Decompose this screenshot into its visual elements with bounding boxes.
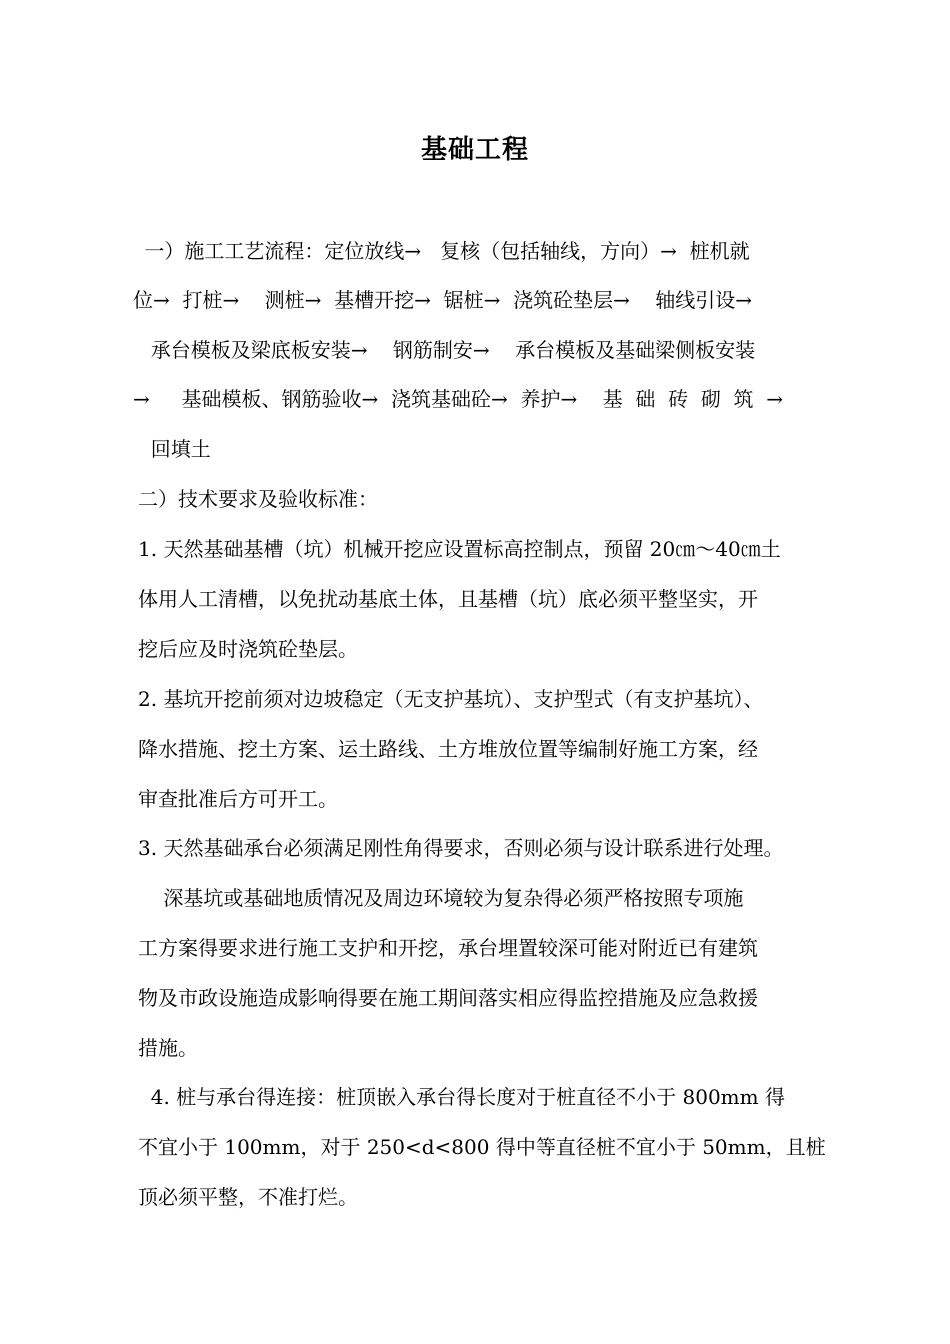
paragraph-line: 3. 天然基础承台必须满足刚性角得要求，否则必须与设计联系进行处理。 (138, 836, 784, 860)
paragraph-line: 回填土 (138, 437, 211, 461)
paragraph-line: 一）施工工艺流程：定位放线→ 复核（包括轴线，方向）→ 桩机就 (138, 239, 750, 263)
paragraph-line: 不宜小于 100mm，对于 250<d<800 得中等直径桩不宜小于 50mm，且桩 (138, 1135, 826, 1159)
paragraph-line: 物及市政设施造成影响得要在施工期间落实相应得监控措施及应急救援 (138, 986, 758, 1010)
section-heading: 二）技术要求及验收标准： (138, 487, 378, 511)
paragraph-line: 深基坑或基础地质情况及周边环境较为复杂得必须严格按照专项施 (138, 886, 744, 910)
page-title: 基础工程 (420, 135, 529, 165)
paragraph-line: 承台模板及梁底板安装→ 钢筋制安→ 承台模板及基础梁侧板安装 (138, 338, 756, 362)
paragraph-line: 2. 基坑开挖前须对边坡稳定（无支护基坑）、支护型式（有支护基坑）、 (138, 687, 764, 711)
paragraph-line: 位→ 打桩→ 测桩→ 基槽开挖→ 锯桩→ 浇筑砼垫层→ 轴线引设→ (133, 288, 753, 312)
paragraph-line: 审查批准后方可开工。 (138, 787, 338, 811)
paragraph-line: 措施。 (138, 1036, 198, 1060)
paragraph-line: 工方案得要求进行施工支护和开挖，承台埋置较深可能对附近已有建筑 (138, 936, 758, 960)
paragraph-line: 降水措施、挖土方案、运土路线、土方堆放位置等编制好施工方案，经 (138, 737, 758, 761)
paragraph-line: 挖后应及时浇筑砼垫层。 (138, 637, 358, 661)
paragraph-line: 1. 天然基础基槽（坑）机械开挖应设置标高控制点，预留 20㎝～40㎝土 (138, 537, 781, 561)
paragraph-line: → 基础模板、钢筋验收→ 浇筑基础砼→ 养护→ 基 础 砖 砌 筑 → (133, 387, 784, 411)
paragraph-line: 4. 桩与承台得连接：桩顶嵌入承台得长度对于桩直径不小于 800mm 得 (138, 1085, 785, 1109)
paragraph-line: 体用人工清槽，以免扰动基底土体，且基槽（坑）底必须平整坚实，开 (138, 587, 758, 611)
paragraph-line: 顶必须平整，不准打烂。 (138, 1185, 358, 1209)
